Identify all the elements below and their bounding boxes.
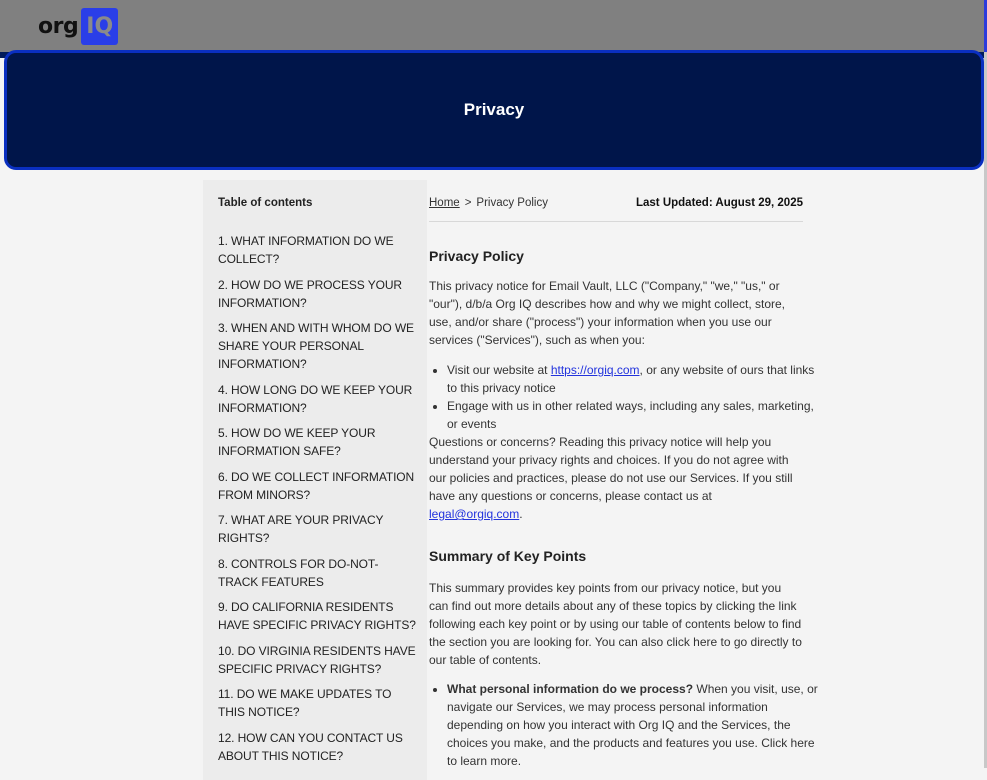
top-nav-bar [0, 0, 984, 52]
policy-bullets [429, 361, 821, 433]
period: . [519, 507, 523, 521]
toc-item-collect[interactable]: 1. WHAT INFORMATION DO WE COLLECT? [218, 234, 394, 266]
summary-points [429, 680, 821, 770]
privacy-policy-heading: Privacy Policy [429, 248, 524, 264]
page-title: Privacy [463, 100, 525, 119]
toc-item-safe[interactable]: 5. HOW DO WE KEEP YOUR INFORMATION SAFE? [218, 426, 376, 458]
toc-item-contact[interactable]: 12. HOW CAN YOU CONTACT US ABOUT THIS NOTICE? [218, 730, 403, 763]
policy-intro: This privacy notice for Email Vault, LLC ("Company," "we," "us," or "our"), d/b/a Org IQ describes how and why we might collect, store, use, and/or share ("process") your information when you use our services ("Services"), such as when you: [429, 279, 786, 347]
bullet-text: , or any website of ours that links to this privacy notice [447, 363, 815, 395]
breadcrumb-home-link[interactable]: Home [429, 197, 460, 209]
toc-item-process[interactable]: 2. HOW DO WE PROCESS YOUR INFORMATION? [218, 277, 402, 310]
summary-point-title: What personal information do we process? [447, 682, 694, 696]
bullet-visit-website [447, 361, 821, 397]
breadcrumb [429, 197, 803, 213]
toc-list [218, 232, 418, 772]
breadcrumb-separator: > [464, 197, 472, 209]
summary-point-text: When you visit, use, or navigate our Services, we may process personal information depending on how you interact with Org IQ and the Services, the choices you make, and the products and features you use. Click here to learn more. [447, 682, 818, 768]
questions-text: Questions or concerns? Reading this privacy notice will help you understand your privacy rights and choices. If you do not agree with our policies and practices, please do not use our Services. If you still have any questions or concerns, please contact us at [429, 435, 793, 503]
toc-title: Table of contents [218, 197, 313, 209]
summary-point [447, 680, 821, 770]
toc-item-minors[interactable]: 6. DO WE COLLECT INFORMATION FROM MINORS? [218, 469, 415, 502]
orgiq-logo[interactable] [38, 8, 118, 45]
table-of-contents [203, 180, 427, 780]
breadcrumb-divider [429, 221, 803, 222]
toc-item-dnt[interactable]: 8. CONTROLS FOR DO-NOT-TRACK FEATURES [218, 556, 379, 589]
breadcrumb-current: Privacy Policy [476, 197, 548, 209]
logo-badge-iq: IQ [81, 8, 118, 45]
toc-item-keep-long[interactable]: 4. HOW LONG DO WE KEEP YOUR INFORMATION? [218, 382, 413, 415]
toc-item-share[interactable]: 3. WHEN AND WITH WHOM DO WE SHARE YOUR PERSONAL INFORMATION? [218, 321, 414, 371]
website-link[interactable]: https://orgiq.com [550, 363, 640, 377]
hero-banner [4, 50, 984, 170]
bullet-engage: • Engage with us in other related ways, including any sales, marketing, or events [447, 397, 821, 433]
questions-paragraph [429, 433, 803, 523]
logo-text-org: org [38, 14, 79, 39]
summary-intro: This summary provides key points from our privacy notice, but you can find out more details about any of these topics by clicking the link following each key point or by using our table of contents below to find the section you are looking for. You can also click here to go directly to our table of contents. [429, 581, 802, 667]
toc-item-updates[interactable]: 11. DO WE MAKE UPDATES TO THIS NOTICE? [218, 687, 392, 719]
email-link[interactable]: legal@orgiq.com [429, 507, 520, 521]
bullet-text: Visit our website at [447, 363, 551, 377]
toc-item-rights[interactable]: 7. WHAT ARE YOUR PRIVACY RIGHTS? [218, 513, 384, 545]
toc-item-virginia[interactable]: 10. DO VIRGINIA RESIDENTS HAVE SPECIFIC PRIVACY RIGHTS? [218, 643, 416, 676]
toc-item-california[interactable]: 9. DO CALIFORNIA RESIDENTS HAVE SPECIFIC PRIVACY RIGHTS? [218, 600, 416, 632]
summary-heading: Summary of Key Points [429, 548, 587, 564]
last-updated: Last Updated: August 29, 2025 [635, 197, 803, 209]
